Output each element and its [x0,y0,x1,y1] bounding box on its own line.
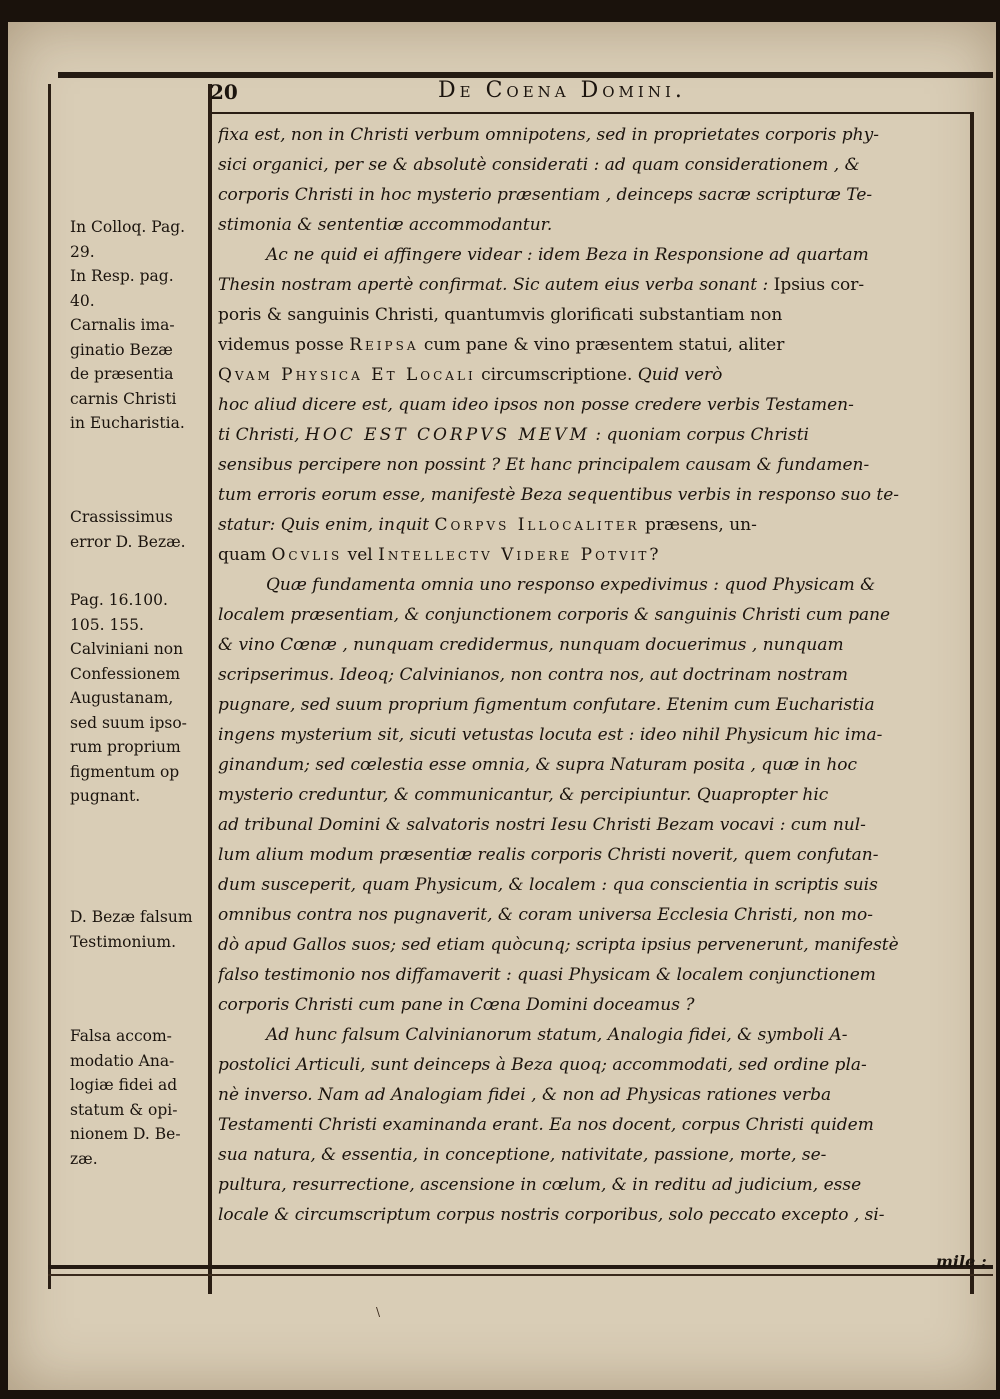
margin-note-calviniani [70,588,208,809]
text-segment: postolici Articuli, sunt deinceps à Beza quoq; accommodati, sed ordine pla- [218,1055,867,1075]
text-segment: sici organici, per se & absolutè considerati : ad quam considerationem , & [218,155,860,175]
text-line [218,960,970,990]
text-segment: pultura, resurrectione, ascensione in cœlum, & in reditu ad judicium, esse [218,1175,862,1195]
text-segment: statur: Quis enim, inquit [218,515,435,535]
text-segment: & vino Cœnæ , nunquam credidermus, nunquam docuerimus , nunquam [218,635,844,655]
margin-note-line: Crassissimus [70,508,173,526]
text-segment: sua natura, & essentia, in conceptione, nativitate, passione, morte, se- [218,1145,827,1165]
text-segment: Ocvlis [271,545,343,565]
margin-note-falsa-accommodatio [70,1024,208,1171]
text-line [218,420,970,450]
text-line [218,270,970,300]
text-line [218,1140,970,1170]
text-segment: Ad hunc falsum Calvinianorum statum, Analogia fidei, & symboli A- [266,1025,848,1045]
text-segment: nè inverso. Nam ad Analogiam fidei , & non ad Physicas rationes verba [218,1085,832,1105]
text-segment: vel [342,545,379,565]
text-segment: HOC EST CORPVS MEVM [305,425,590,445]
text-segment: corporis Christi in hoc mysterio præsentiam , deinceps sacræ scripturæ Te- [218,185,873,205]
margin-note-line: error D. Bezæ. [70,532,186,551]
text-segment: Thesin nostram apertè confirmat. Sic autem eius verba sonant : [218,275,774,295]
text-line [218,210,970,240]
text-segment: quam [218,545,272,565]
margin-note-line: sed suum ipso- [70,713,187,732]
text-line [218,510,970,540]
bottom-rule-secondary [48,1274,993,1276]
text-segment: Testamenti Christi examinanda erant. Ea nos docent, corpus Christi quidem [218,1115,874,1135]
text-segment: videmus posse [218,335,350,355]
margin-note-crassissimus [70,505,208,554]
margin-note-line: In Resp. pag. [70,267,174,285]
margin-note-line: D. Bezæ falsum [70,908,193,926]
text-line [218,840,970,870]
text-line [218,480,970,510]
margin-note-line: Carnalis ima- [70,316,175,334]
text-line [218,990,970,1020]
text-line [218,300,970,330]
text-segment: scripserimus. Ideoq; Calvinianos, non contra nos, aut doctrinam nostram [218,665,848,685]
margin-note-falsum-testimonium [70,905,208,954]
text-line [218,150,970,180]
text-line [218,1200,970,1230]
margin-note-line: carnis Christi [70,389,177,408]
text-segment: localem præsentiam, & conjunctionem corporis & sanguinis Christi cum pane [218,605,891,625]
main-text-column [218,120,970,1230]
text-line [218,330,970,360]
text-line [218,1080,970,1110]
text-line [218,900,970,930]
text-segment: mysterio creduntur, & communicantur, & percipiuntur. Quapropter hic [218,785,829,805]
text-line [218,1050,970,1080]
text-segment: ti Christi, [218,425,305,445]
margin-note-line: in Eucharistia. [70,414,185,432]
text-line [218,1170,970,1200]
margin-note-line: 105. 155. [70,615,144,634]
margin-note-line: Confessionem [70,664,181,683]
text-segment: corporis Christi cum pane in Cœna Domini doceamus ? [218,995,695,1015]
text-segment: lum alium modum præsentiæ realis corporis Christi noverit, quem confutan- [218,845,879,865]
text-line [218,540,970,570]
text-segment: Ac ne quid ei affingere videar : idem Beza in Responsione ad quartam [266,245,869,265]
text-line [218,390,970,420]
margin-note-line: Falsa accom- [70,1027,172,1045]
text-line [218,930,970,960]
text-segment: ginandum; sed cœlestia esse omnia, & supra Naturam posita , quæ in hoc [218,755,858,775]
text-line [218,570,970,600]
text-segment: Reipsa [349,335,419,355]
text-segment: Intellectv Videre Potvit? [378,545,662,565]
bottom-rule [48,1265,993,1269]
text-segment: stimonia & sententiæ accommodantur. [218,215,553,235]
text-line [218,120,970,150]
text-line [218,360,970,390]
margin-note-line: Calviniani non [70,640,184,658]
text-line [218,180,970,210]
text-segment: pugnare, sed suum proprium figmentum confutare. Etenim cum Eucharistia [218,695,875,715]
text-line [218,870,970,900]
text-segment: omnibus contra nos pugnaverit, & coram universa Ecclesia Christi, non mo- [218,905,873,925]
margin-note-line: modatio Ana- [70,1051,175,1070]
text-segment: ingens mysterium sit, sicuti vetustas locuta est : ideo nihil Physicum hic ima- [218,725,883,745]
text-line [218,630,970,660]
text-segment: dum susceperit, quam Physicum, & localem : qua conscientia in scriptis suis [218,875,878,895]
text-segment: Quæ fundamenta omnia uno responso expedivimus : quod Physicam & [266,575,876,595]
header-rule [208,112,974,114]
right-rule [970,114,974,1294]
text-segment: Corpvs Illocaliter [434,515,640,535]
text-line [218,750,970,780]
text-segment: ad tribunal Domini & salvatoris nostri Iesu Christi Bezam vocavi : cum nul- [218,815,866,835]
margin-note-line: ginatio Bezæ [70,340,173,359]
text-segment: : quoniam corpus Christi [589,425,809,445]
text-line [218,660,970,690]
margin-note-colloq [70,215,208,436]
catchword: mile : [936,1252,987,1271]
text-segment: fixa est, non in Christi verbum omnipotens, sed in proprietates corporis phy- [218,125,879,145]
margin-note-line: pugnant. [70,787,141,805]
book-page [8,22,996,1390]
text-line [218,1110,970,1140]
margin-note-line: In Colloq. Pag. [70,218,186,236]
margin-note-line: Augustanam, [70,689,174,707]
text-line [218,780,970,810]
margin-note-line: Testimonium. [70,932,177,951]
margin-note-line: nionem D. Be- [70,1125,181,1143]
text-line [218,690,970,720]
text-segment: Quid verò [637,365,723,385]
text-segment: tum erroris eorum esse, manifestè Beza sequentibus verbis in responso suo te- [218,485,900,505]
text-segment: locale & circumscriptum corpus nostris corporibus, solo peccato excepto , si- [218,1205,885,1225]
left-rule [48,84,51,1289]
text-line [218,1020,970,1050]
ornament-mark: \ [376,1305,381,1319]
text-line [218,720,970,750]
text-line [218,240,970,270]
text-segment: Ipsius cor- [773,275,865,295]
margin-note-line: 29. [70,242,95,261]
margin-note-line: figmentum op [70,762,180,781]
text-segment: circumscriptione. [475,365,638,385]
text-segment: cum pane & vino præsentem statui, aliter [418,335,785,355]
margin-note-line: zæ. [70,1149,98,1168]
text-line [218,810,970,840]
text-segment: dò apud Gallos suos; sed etiam quòcunq; scripta ipsius pervenerunt, manifestè [218,935,899,955]
margin-note-line: rum proprium [70,738,181,756]
margin-divider-rule [208,84,212,1294]
text-segment: Qvam Physica Et Locali [218,365,476,385]
margin-note-line: statum & opi- [70,1100,178,1119]
page-number: 20 [210,80,238,104]
text-segment: hoc aliud dicere est, quam ideo ipsos non posse credere verbis Testamen- [218,395,854,415]
text-segment: præsens, un- [639,515,757,535]
text-line [218,600,970,630]
text-segment: poris & sanguinis Christi, quantumvis glorificati substantiam non [218,305,783,325]
running-title: De Coena Domini. [438,78,686,103]
margin-note-line: Pag. 16.100. [70,591,168,609]
margin-note-line: logiæ fidei ad [70,1076,178,1094]
margin-note-line: de præsentia [70,365,174,383]
text-segment: falso testimonio nos diffamaverit : quasi Physicam & localem conjunctionem [218,965,876,985]
text-segment: sensibus percipere non possint ? Et hanc principalem causam & fundamen- [218,455,870,475]
margin-note-line: 40. [70,291,95,310]
text-line [218,450,970,480]
